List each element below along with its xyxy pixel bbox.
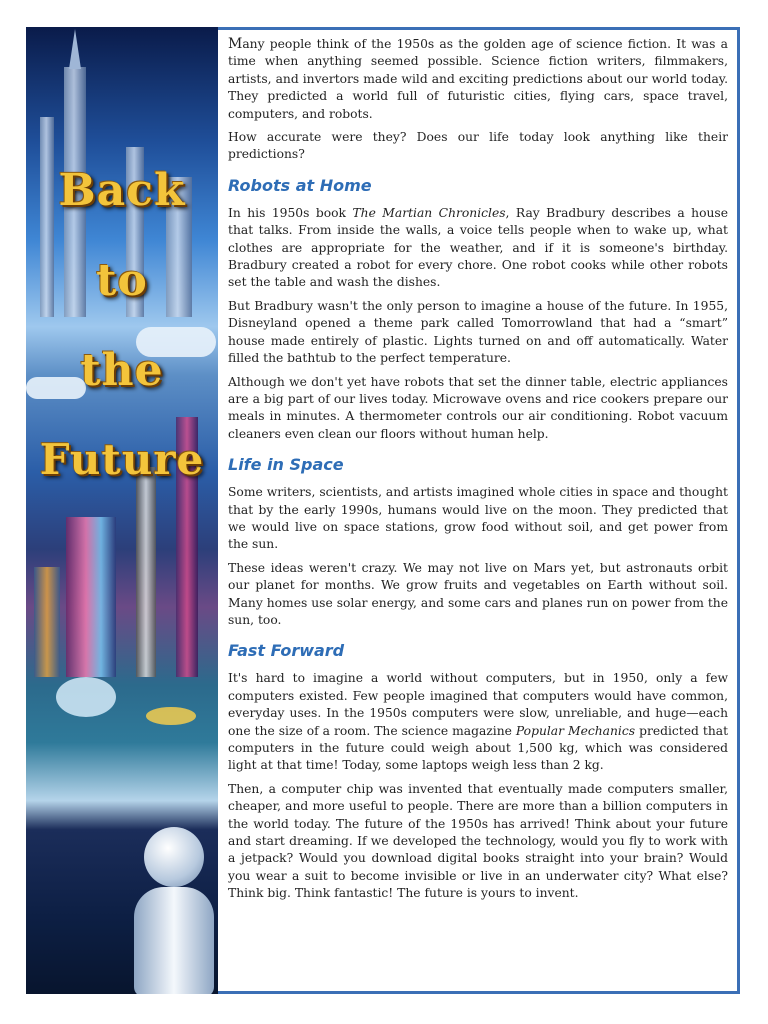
forward-p1-text: It's hard to imagine a world without computers, but in 1950, only a few computers existed. Few people imagined that computers would have common, everyday uses. In the 1950s computers were slow, unreliable, and huge—each one the size of a room. The science magazine [228,671,728,738]
robot-head-shape [144,827,204,887]
intro-text: any people think of the 1950s as the golden age of science fiction. It was a time when anything seemed possible. Science fiction writers, filmmakers, artists, and invertors made wild and exciting predictions about our world today. They predicted a world full of futuristic cities, flying cars, space travel, computers, and robots. [228,37,728,121]
robot-body-shape [134,887,214,994]
title-word-to: to [96,255,148,306]
title-word-back: Back [58,165,186,216]
section-heading-robots: Robots at Home [228,175,372,195]
robots-p1-text-end: , Ray Bradbury describes a house that talks. From inside the walls, a voice tells people when to wake up, what clothes are appropriate for the weather, and if it is someone's birthday. Bradbury created a robot for every chore. One robot cooks while other robots set the table and wash the dishes. [228,205,729,290]
space-paragraph-2: These ideas weren't crazy. We may not live on Mars yet, but astronauts orbit our planet for months. We grow fruits and vegetables on Earth without soil. Many homes use solar energy, and some cars and planes run on power from the sun, too. [228,560,728,627]
forward-p1-text-end: predicted that computers in the future could weigh about 1,500 kg, which was considered light at that time! Today, some laptops weigh less than 2 kg. [228,723,729,773]
robots-paragraph-3: Although we don't yet have robots that set the dinner table, electric appliances are a big part of our lives today. Microwave ovens and rice cookers prepare our meals in minutes. A thermometer controls our air conditioning. Robot vacuum cleaners even clean our floors without human help. [228,374,728,441]
tower-shape [66,517,116,677]
article-body [228,36,728,909]
sidebar-illustration [26,27,218,994]
forward-paragraph-2: Then, a computer chip was invented that eventually made computers smaller, cheaper, and more useful to people. There are more than a billion computers in the world today. The future of the 1950s has arrived! Think about your future and start dreaming. If we developed the technology, would you fly to work with a jetpack? Would you download digital books straight into your brain? Would you wear a suit to become invisible or live in an underwater city? What else? Think big. Think fantastic! The future is yours to invent. [228,781,728,901]
tower-shape [136,467,156,677]
space-paragraph-1: Some writers, scientists, and artists imagined whole cities in space and thought that by the early 1990s, humans would live on the moon. They predicted that we would live on space stations, grow food without soil, and get power from the sun. [228,485,728,552]
book-title: The Martian Chronicles [352,205,506,220]
robots-paragraph-1 [228,205,728,292]
title-word-the: the [80,345,164,396]
forward-paragraph-1 [228,670,728,774]
robots-paragraph-2: But Bradbury wasn't the only person to imagine a house of the future. In 1955, Disneyland opened a theme park called Tomorrowland that had a “smart” house made entirely of plastic. Lights turned on and off automatically. Water filled the bathtub to the perfect temperature. [228,298,728,366]
fountain-shape [56,677,116,717]
robots-p1-text: In his 1950s book [228,205,353,220]
intro-first-letter: M [228,36,243,52]
intro-paragraph-2: How accurate were they? Does our life today look anything like their predictions? [228,130,728,162]
tower-shape [34,567,60,677]
section-heading-space: Life in Space [228,455,344,475]
intro-paragraph-1 [228,36,728,123]
magazine-title: Popular Mechanics [515,723,636,738]
title-word-future: Future [39,435,205,484]
spire-shape [69,29,81,69]
hover-car-shape [146,707,196,725]
section-heading-forward: Fast Forward [228,641,345,661]
